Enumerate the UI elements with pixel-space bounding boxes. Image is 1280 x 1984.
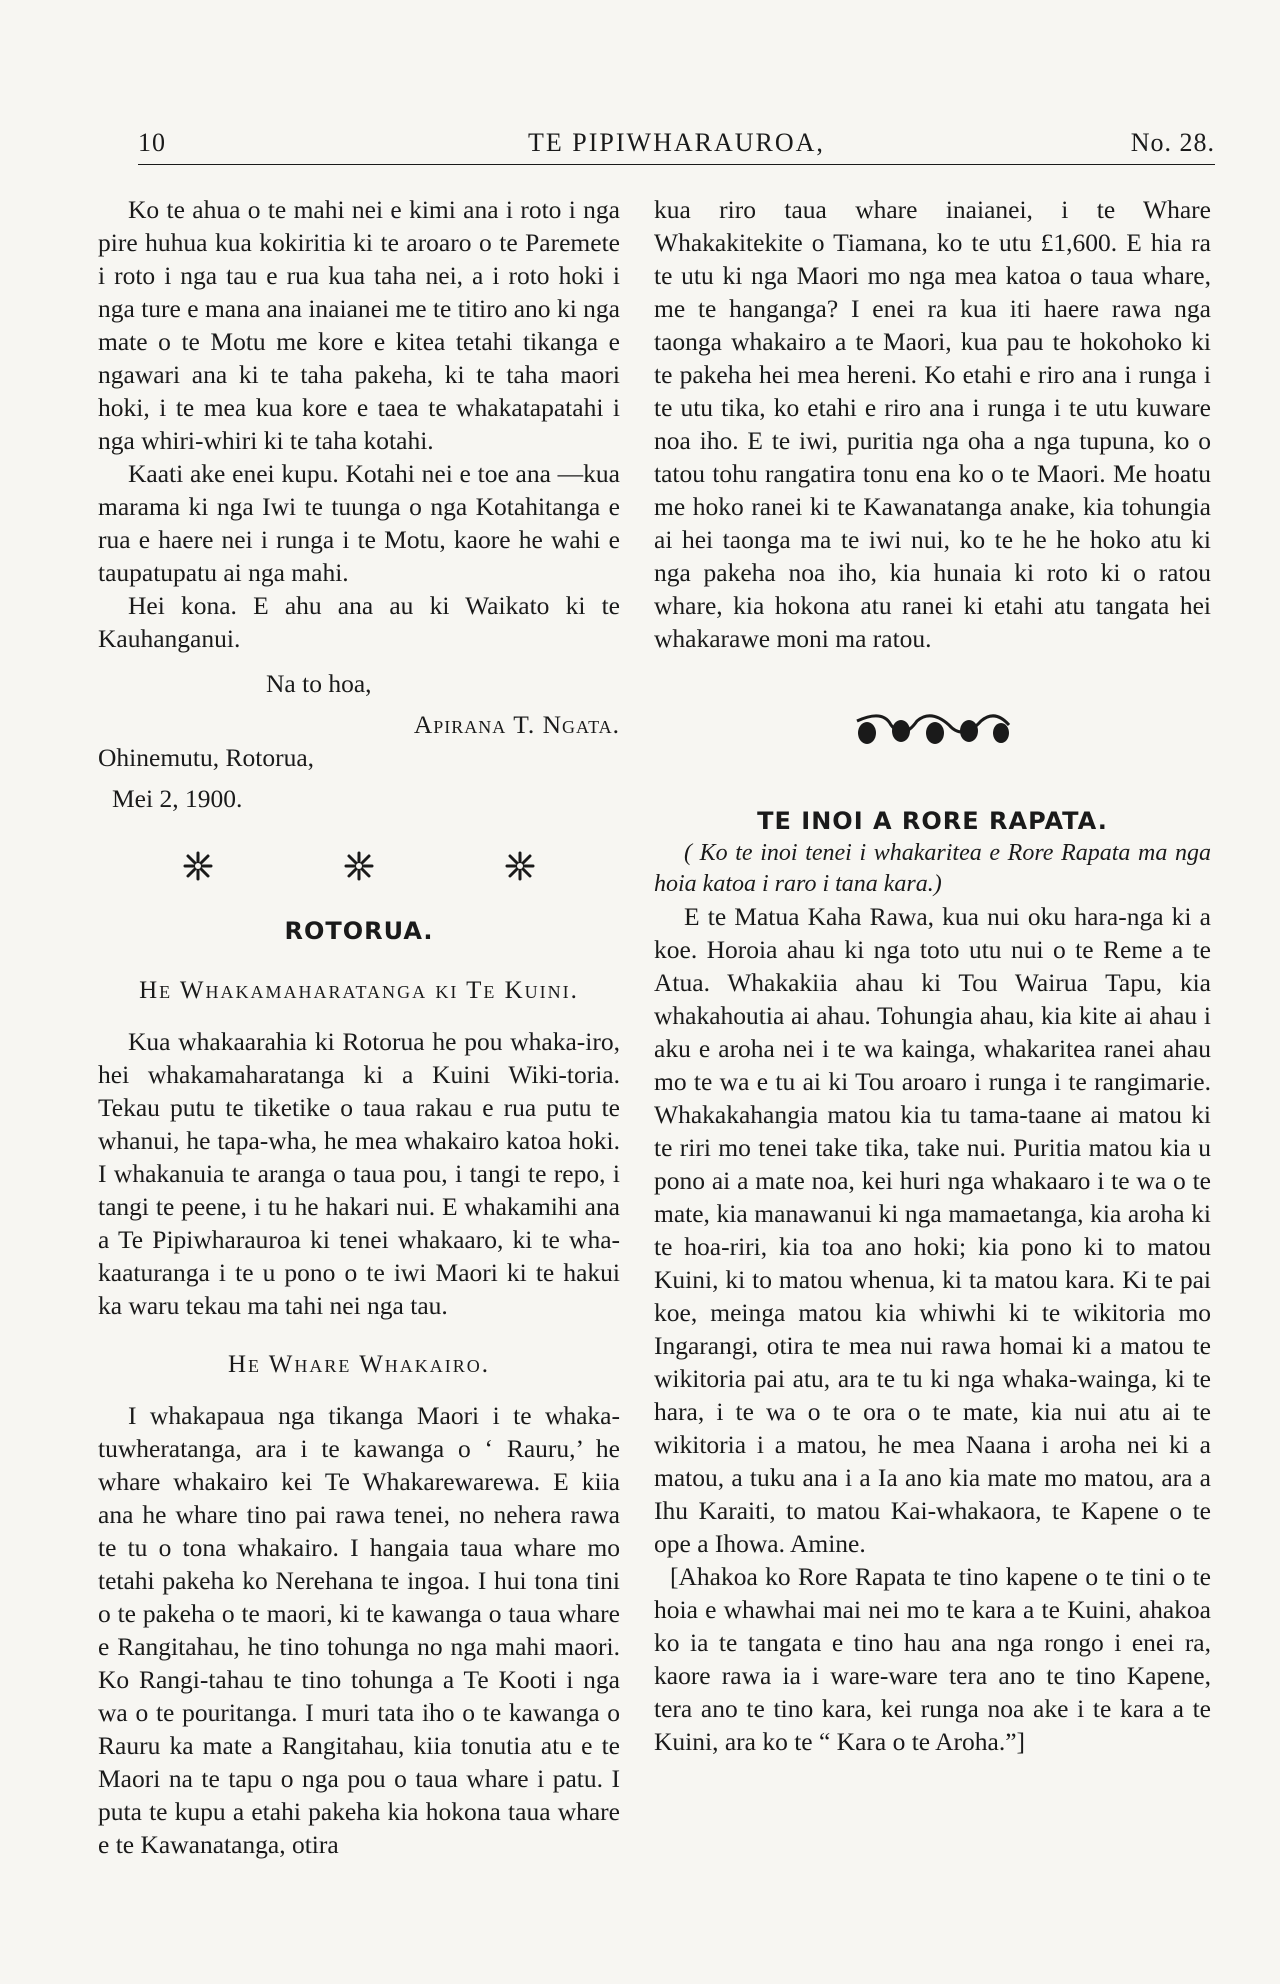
page-number: 10 bbox=[138, 128, 166, 157]
paragraph: E te Matua Kaha Rawa, kua nui oku hara-nga ki a koe. Horoia ahau ki nga toto utu nui o te Reme a te Atua. Whakakiia ahau ki Tou Wairua Tapu, kia whakahoutia ai ahau. Tohungia ahau, kia kite ai ahau i aku e aroha nei i te wa kainga, whakaritea ranei ahau mo te wa e tu ai ki Tou aroaro i runga i te rangimarie. Whakakahangia matou kia tu tama-taane ai matou ki te riri mo tenei take tika, take nui. Puritia matou kia u pono ai a mate noa, kei huri nga whakaaro i te wa o te mate, kia manawanui ki nga mamaetanga, kia aroha ki te hoa-riri, kia toa ano hoki; kia pono ki to matou Kuini, ki to matou whenua, ki ta matou kara. Ki te pai koe, meinga matou kia whiwhi ki te wikitoria mo Ingarangi, otira te mea nui rawa homai ki a matou te wikitoria pai atu, ara te tu ki nga whaka-wainga, ki te hara, i te wa o te ora o te mate, kia nui atu ai te wikitoria i a matou, he mea Naana i aroha nei ki a matou, a tuku ana i a Ia ano kia mate mo matou, ara a Ihu Karaiti, to matou Kai-whakaora, te Kapene o te ope a Ihowa. Amine. bbox=[654, 902, 1211, 1558]
subheading-queen-memorial: He Whakamaharatanga ki Te Kuini. bbox=[139, 977, 579, 1004]
running-head bbox=[138, 124, 1215, 165]
signoff-place: Ohinemutu, Rotorua, bbox=[98, 743, 315, 772]
signoff-greeting: Na to hoa, bbox=[266, 669, 372, 698]
decorative-vine-ornament bbox=[654, 711, 1211, 751]
asterisk-ornament-icon bbox=[183, 851, 213, 881]
section-heading-prayer: TE INOI A RORE RAPATA. bbox=[757, 807, 1108, 835]
asterisk-ornament-icon bbox=[505, 851, 535, 881]
paragraph: kua riro taua whare inaianei, i te Whare Whakakitekite o Tiamana, ko te utu £1,600. E hia ra te utu ki nga Maori mo nga mea katoa o taua whare, me te hanganga? I enei ra kua iti haere rawa nga taonga whakairo a te Maori, kua pau te hokohoko ki te pakeha hei mea hereni. Ko etahi e riro ana i runga i te utu tika, ko etahi e riro ana i runga i te utu kuware noa iho. E te iwi, puritia nga oha a nga tupuna, ko o tatou tohu rangatira tonu ena ko o te Maori. Me hoatu me hoko ranei ki te Kawanatanga anake, kia tohungia ai hei taonga ma te iwi nui, ko te he he hoko atu ki nga pakeha noa iho, kia hunaia ki roto ki o ratou whare, kia hokona atu ranei ki etahi atu tangata hei whakarawe moni ma ratou. bbox=[654, 195, 1211, 653]
page-title: TE PIPIWHARAUROA, bbox=[528, 128, 825, 157]
paragraph: Hei kona. E ahu ana au ki Waikato ki te Kauhanganui. bbox=[98, 591, 620, 653]
left-column bbox=[98, 193, 620, 1861]
section-heading-rotorua: ROTORUA. bbox=[284, 917, 434, 945]
issue-number: No. 28. bbox=[1130, 128, 1215, 157]
italic-note: ( Ko te inoi tenei i whakaritea e Rore Rapata ma nga hoia katoa i raro i tana kara.) bbox=[654, 840, 1211, 897]
right-column bbox=[654, 193, 1211, 1758]
paragraph: [Ahakoa ko Rore Rapata te tino kapene o te tini o te hoia e whawhai mai nei mo te kara a te Kuini, ahakoa ko ia te tangata e tino hau ana nga rongo i enei ra, kaore rawa ia i ware-ware tera ano te tino Kapene, tera ano te tino kara, kei runga noa ake i te kara a te Kuini, ara ko te “ Kara o te Aroha.”] bbox=[654, 1562, 1211, 1756]
paragraph: Ko te ahua o te mahi nei e kimi ana i roto i nga pire huhua kua kokiritia ki te aroaro o te Paremete i roto i nga tau e rua kua taha nei, a i roto hoki i nga ture e mana ana inaianei me te titiro ano ki nga mate o te Motu me kore e kitea tetahi tikanga e ngawari ana ki te taha pakeha, ki te taha maori hoki, i te mea kua kore e taea te whakatapatahi i nga whiri-whiri ki te taha kotahi. bbox=[98, 195, 620, 455]
signoff-date: Mei 2, 1900. bbox=[112, 784, 243, 813]
asterism-divider bbox=[118, 851, 600, 881]
signoff-name: Apirana T. Ngata. bbox=[413, 710, 620, 739]
paragraph: I whakapaua nga tikanga Maori i te whaka-tuwheratanga, ara i te kawanga o ‘ Rauru,’ he whare whakairo kei Te Whakarewarewa. E kiia ana he whare tino pai rawa tenei, no nehera rawa te tu o tona whakairo. I hangaia taua whare mo tetahi pakeha ko Nerehana te ingoa. I hui tona tini o te pakeha o te maori, ki te kawanga o taua whare e Rangitahau, he tino tohunga no nga mahi maori. Ko Rangi-tahau te tino tohunga a Te Kooti i nga wa o te pouritanga. I muri tata iho o te kawanga o Rauru ka mate a Rangitahau, kiia tonutia atu e te Maori na te tapu o nga pou o taua whare i patu. I puta te kupu a etahi pakeha kia hokona taua whare e te Kawanatanga, otira bbox=[98, 1401, 620, 1859]
asterisk-ornament-icon bbox=[344, 851, 374, 881]
decorative-vine-ornament-icon bbox=[853, 711, 1013, 751]
subheading-carved-house: He Whare Whakairo. bbox=[227, 1351, 491, 1378]
paragraph: Kua whakaarahia ki Rotorua he pou whaka-iro, hei whakamaharatanga ki a Kuini Wiki-toria. Tekau putu te tiketike o taua rakau e rua putu te whanui, he tapa-wha, he mea whakairo katoa hoki. I whakanuia te aranga o taua pou, i tangi te repo, i tangi te peene, i tu he hakari nui. E whakamihi ana a Te Pipiwharauroa ki tenei whakaaro, ki te wha-kaaturanga i te u pono o te iwi Maori ki te hakui ka waru tekau ma tahi nei nga tau. bbox=[98, 1027, 620, 1320]
paragraph: Kaati ake enei kupu. Kotahi nei e toe ana —kua marama ki nga Iwi te tuunga o nga Kotahitanga e rua e haere nei i runga i te Motu, kaore he wahi e taupatupatu ai nga mahi. bbox=[98, 459, 620, 587]
